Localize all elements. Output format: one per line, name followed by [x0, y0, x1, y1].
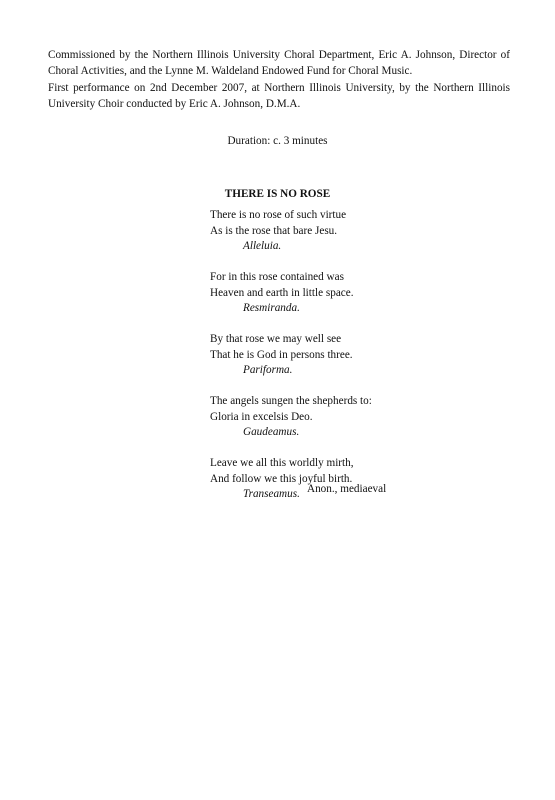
poem-title: THERE IS NO ROSE — [224, 188, 331, 200]
verse-line: Heaven and earth in little space. — [210, 286, 354, 299]
refrain-line: Resmiranda. — [243, 302, 300, 314]
refrain-line: Transeamus. — [243, 488, 300, 500]
verse-line: By that rose we may well see — [210, 333, 342, 345]
verse-line: Gloria in excelsis Deo. — [210, 410, 313, 423]
stanza — [210, 270, 510, 317]
refrain-line: Pariforma. — [243, 364, 293, 376]
verse-line: Leave we all this worldly mirth, — [210, 457, 354, 469]
commission-line: Commissioned by the Northern Illinois University Choral Department, Eric A. Johnson, Director of — [48, 49, 510, 61]
verse-line: The angels sungen the shepherds to: — [210, 395, 372, 407]
duration-text: Duration: c. 3 minutes — [227, 135, 328, 147]
stanza — [210, 456, 510, 503]
premiere-note — [48, 80, 510, 112]
verse-line: And follow we this joyful birth. — [210, 472, 353, 485]
premiere-line: First performance on 2nd December 2007, at Northern Illinois University, by the Northern Illinois — [48, 82, 510, 94]
refrain-line: Gaudeamus. — [243, 426, 300, 438]
verse-line: There is no rose of such virtue — [210, 209, 347, 221]
commission-line: Choral Activities, and the Lynne M. Waldeland Endowed Fund for Choral Music. — [48, 65, 413, 77]
commission-note — [48, 47, 510, 79]
stanza — [210, 208, 510, 255]
premiere-line: University Choir conducted by Eric A. Johnson, D.M.A. — [48, 98, 301, 110]
stanza — [210, 332, 510, 379]
refrain-line: Alleluia. — [243, 240, 282, 252]
poem-attribution: Anon., mediaeval — [307, 483, 387, 495]
verse-line: As is the rose that bare Jesu. — [210, 224, 338, 237]
stanza — [210, 394, 510, 441]
verse-line: That he is God in persons three. — [210, 348, 353, 361]
poem-text — [210, 208, 510, 518]
verse-line: For in this rose contained was — [210, 271, 344, 283]
